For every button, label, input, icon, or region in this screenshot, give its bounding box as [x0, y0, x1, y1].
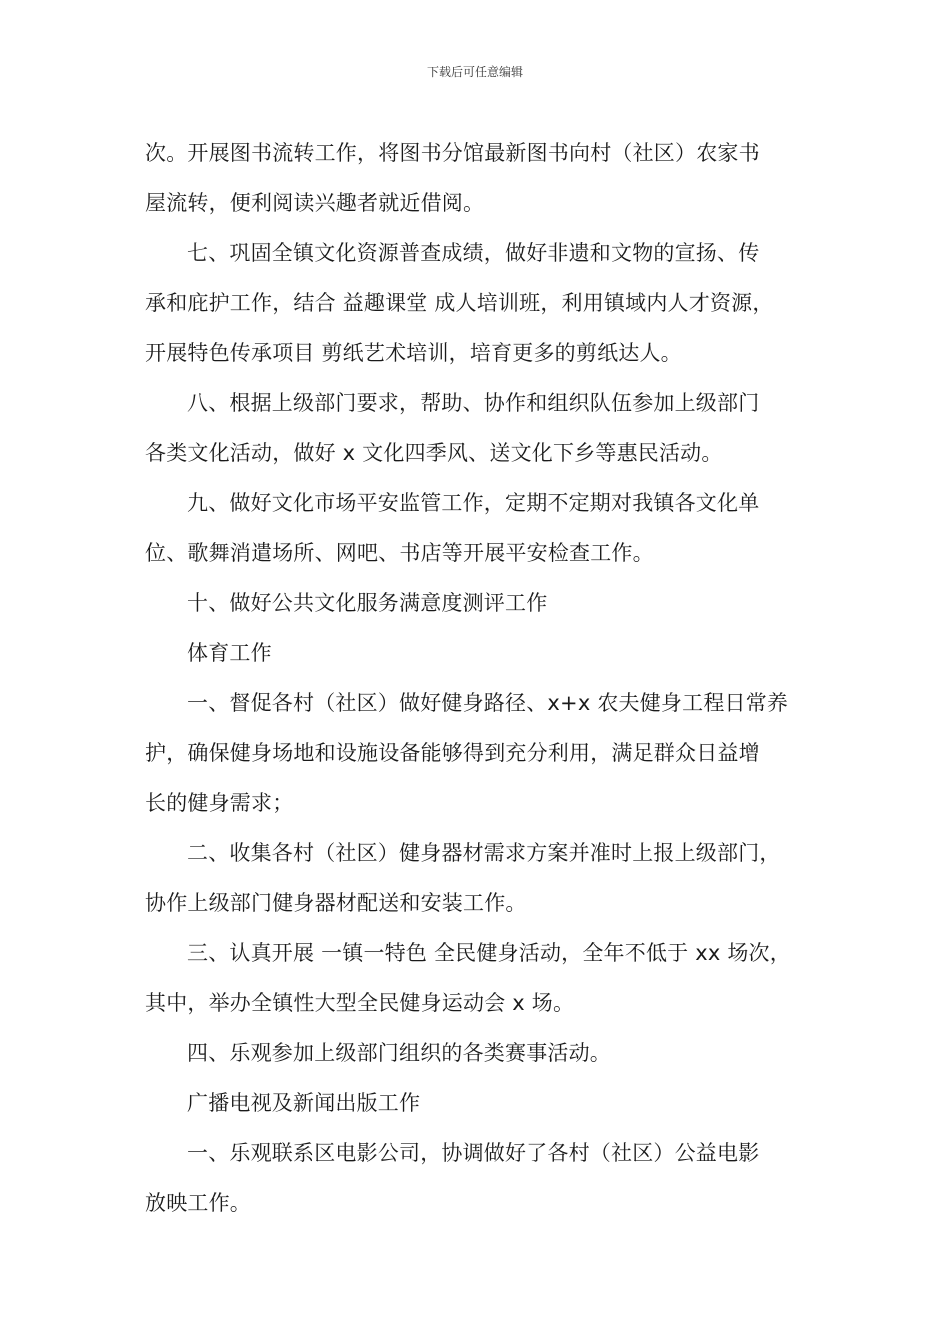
text-line: 次。开展图书流转工作，将图书分馆最新图书向村（社区）农家书: [145, 141, 760, 165]
sports-paragraph-1: 一、督促各村（社区）做好健身路径、x+x 农夫健身工程日常养: [187, 691, 789, 715]
page-header: 下载后可任意编辑: [426, 65, 523, 79]
section-heading-sports: 体育工作: [187, 641, 272, 665]
paragraph-7: 七、巩固全镇文化资源普查成绩，做好非遗和文物的宣扬、传: [187, 241, 760, 265]
text-line: 其中，举办全镇性大型全民健身运动会 x 场。: [145, 991, 575, 1015]
sports-paragraph-3: 三、认真开展 一镇一特色 全民健身活动，全年不低于 xx 场次，: [187, 941, 791, 965]
text-line: 长的健身需求；: [145, 791, 294, 815]
paragraph-10: 十、做好公共文化服务满意度测评工作: [187, 591, 548, 615]
sports-paragraph-4: 四、乐观参加上级部门组织的各类赛事活动。: [187, 1041, 611, 1065]
paragraph-8: 八、根据上级部门要求，帮助、协作和组织队伍参加上级部门: [187, 391, 760, 415]
paragraph-9: 九、做好文化市场平安监管工作，定期不定期对我镇各文化单: [187, 491, 760, 515]
sports-paragraph-2: 二、收集各村（社区）健身器材需求方案并准时上报上级部门，: [187, 841, 781, 865]
text-line: 各类文化活动，做好 x 文化四季风、送文化下乡等惠民活动。: [145, 441, 723, 465]
text-line: 屋流转，便利阅读兴趣者就近借阅。: [145, 191, 485, 215]
text-line: 承和庇护工作，结合 益趣课堂 成人培训班，利用镇域内人才资源，: [145, 291, 774, 315]
text-line: 护，确保健身场地和设施设备能够得到充分利用，满足群众日益增: [145, 741, 760, 765]
text-line: 开展特色传承项目 剪纸艺术培训，培育更多的剪纸达人。: [145, 341, 682, 365]
broadcast-paragraph-1: 一、乐观联系区电影公司，协调做好了各村（社区）公益电影: [187, 1141, 760, 1165]
text-line: 位、歌舞消遣场所、网吧、书店等开展平安检查工作。: [145, 541, 654, 565]
document-body: [145, 128, 825, 1228]
text-line: 协作上级部门健身器材配送和安装工作。: [145, 891, 527, 915]
text-line: 放映工作。: [145, 1191, 251, 1215]
section-heading-broadcast: 广播电视及新闻出版工作: [187, 1091, 421, 1115]
